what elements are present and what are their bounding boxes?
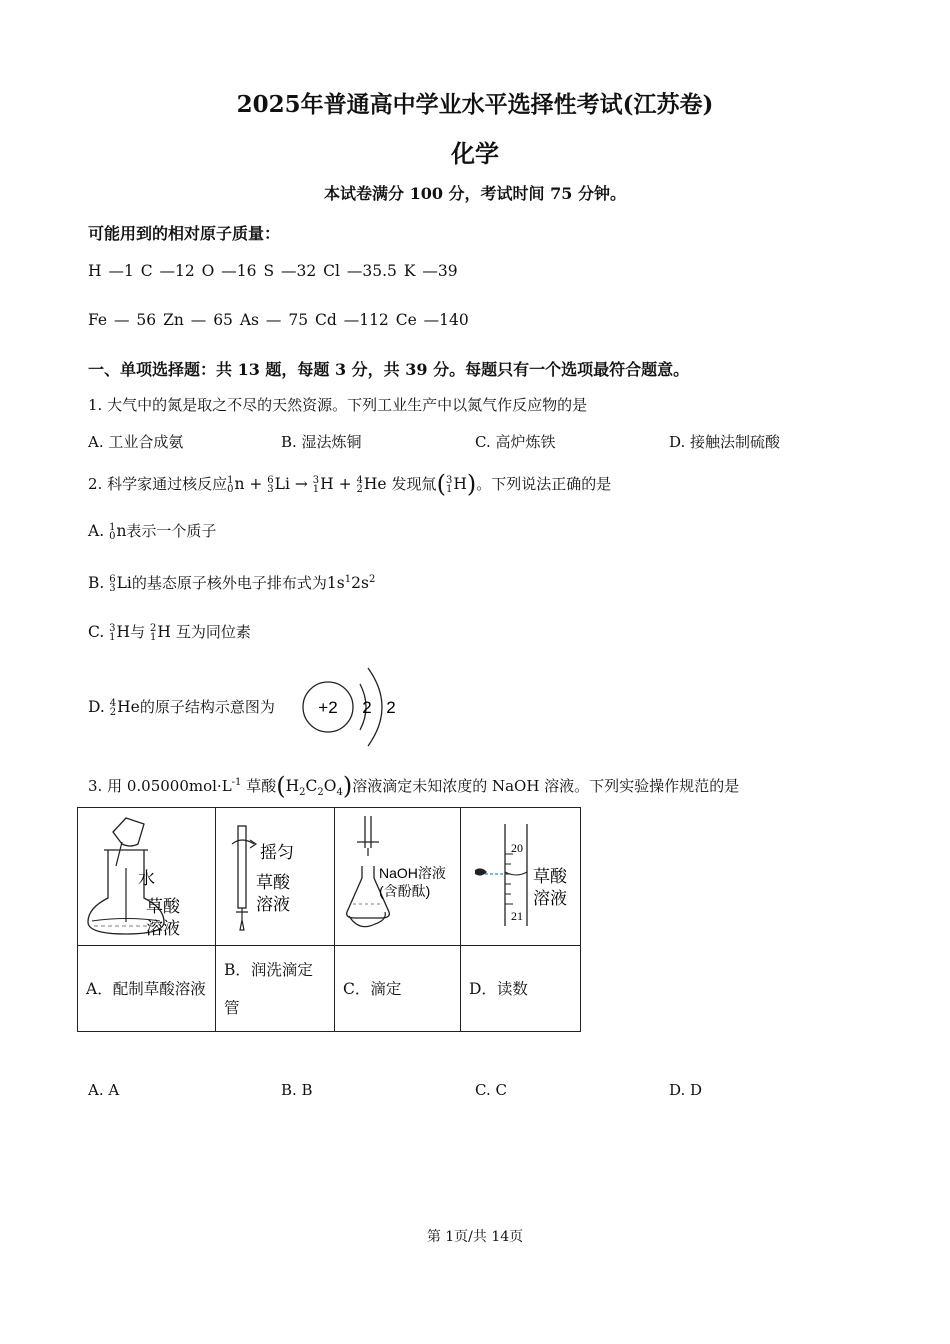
q2-option-c: C. 3 1 H与 2 1 H 互为同位素: [88, 623, 251, 643]
helium-atom-diagram: [298, 664, 408, 750]
q1-option-d: D. 接触法制硫酸: [669, 433, 781, 451]
svg-text:摇匀: 摇匀: [260, 843, 294, 862]
q1-option-c: C. 高炉炼铁: [475, 433, 556, 451]
svg-text:(含酚酞): (含酚酞): [379, 883, 431, 899]
q2-stem: 2. 科学家通过核反应 1 0 n + 6 3 Li → 3 1 H + 4 2 He 发现氚( 3 1 H)。下列说法正确的是: [88, 470, 612, 498]
atomic-mass-line-1: H —1 C —12 O —16 S —32 Cl —35.5 K —39: [88, 262, 458, 280]
q3-stem: 3. 用 $0.05000mol\cdot L^{-1}$ 草酸$(H_2C_2O_4)$溶液滴定未知浓度的 NaOH 溶液。下列实验操作规范的是: [88, 772, 740, 800]
exam-note: 本试卷满分 100 分，考试时间 75 分钟。: [324, 184, 626, 203]
q3-option-b: B. B: [281, 1081, 313, 1099]
atomic-mass-label: 可能用到的相对原子质量：: [88, 224, 281, 243]
q1-option-a: A. 工业合成氨: [88, 433, 184, 451]
svg-text:水: 水: [138, 869, 155, 888]
q3-caption-b: B．润洗滴定管: [224, 960, 313, 1017]
q2-option-d: D. 4 2 He的原子结构示意图为: [88, 698, 275, 718]
q3-figure-a: [78, 808, 215, 945]
exam-title: 2025年普通高中学业水平选择性考试(江苏卷): [236, 91, 714, 118]
svg-text:溶液: 溶液: [533, 889, 567, 908]
q1-option-b: B. 湿法炼铜: [281, 433, 362, 451]
svg-text:溶液: 溶液: [256, 895, 290, 914]
q3-options-table: [77, 807, 581, 1032]
svg-text:20: 20: [511, 841, 523, 855]
section-1-heading: 一、单项选择题：共 13 题，每题 3 分，共 39 分。每题只有一个选项最符合题意。: [88, 360, 690, 379]
q3-caption-d: D．读数: [469, 979, 528, 998]
q2-option-a: A. 1 0 n表示一个质子: [88, 522, 217, 542]
q3-option-d: D. D: [669, 1081, 703, 1099]
subject-title: 化学: [451, 139, 499, 168]
q3-caption-c: C．滴定: [343, 979, 402, 998]
q3-figure-b: [216, 808, 334, 945]
q3-option-c: C. C: [475, 1081, 507, 1099]
svg-text:2: 2: [386, 698, 396, 717]
q3-figure-c: [335, 808, 460, 945]
atomic-mass-line-2: Fe — 56 Zn — 65 As — 75 Cd —112 Ce —140: [88, 311, 469, 329]
q2-option-b: B. 6 3 Li的基态原子核外电子排布式为$1s^12s^2$: [88, 573, 376, 594]
svg-text:+2: +2: [318, 698, 338, 717]
page-footer: 第 1页/共 14页: [426, 1229, 524, 1245]
svg-text:草酸: 草酸: [146, 897, 180, 916]
svg-text:2: 2: [362, 698, 372, 717]
svg-text:草酸: 草酸: [256, 873, 290, 892]
q1-stem: 1. 大气中的氮是取之不尽的天然资源。下列工业生产中以氮气作反应物的是: [88, 396, 588, 414]
svg-text:21: 21: [511, 909, 523, 923]
q3-option-a: A. A: [88, 1081, 120, 1099]
q3-figure-d: [461, 808, 580, 945]
svg-text:NaOH溶液: NaOH溶液: [379, 865, 446, 881]
svg-text:草酸: 草酸: [533, 867, 567, 886]
q3-caption-a: A．配制草酸溶液: [86, 979, 206, 998]
svg-text:溶液: 溶液: [146, 919, 180, 938]
